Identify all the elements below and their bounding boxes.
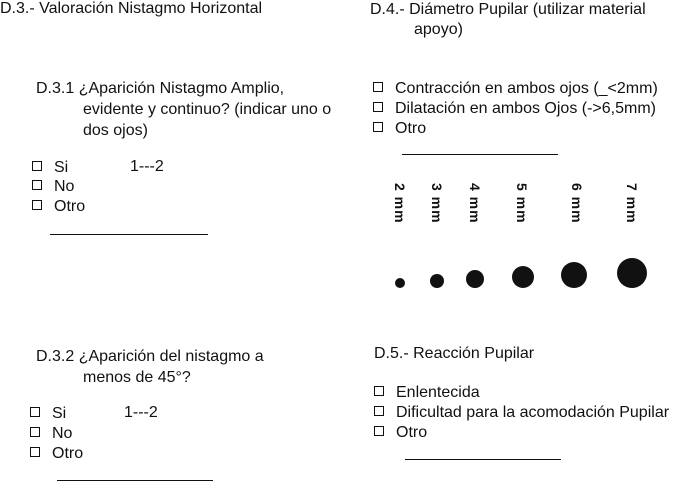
section-d4-heading-line2: apoyo) <box>414 21 463 38</box>
checkbox-icon[interactable] <box>32 200 42 210</box>
question-d31-line2: evidente y continuo? (indicar uno o <box>83 101 332 118</box>
checkbox-icon[interactable] <box>374 406 384 416</box>
section-d4-heading-line1: D.4.- Diámetro Pupilar (utilizar material <box>370 1 646 18</box>
checkbox-icon[interactable] <box>374 426 384 436</box>
option-d32-si[interactable]: Si <box>30 404 66 424</box>
pupil-dot-2mm <box>395 278 405 288</box>
d31-otro-answer-line[interactable] <box>50 234 208 235</box>
checkbox-icon[interactable] <box>373 122 383 132</box>
checkbox-icon[interactable] <box>30 427 40 437</box>
option-d32-no[interactable]: No <box>30 424 72 444</box>
checkbox-icon[interactable] <box>32 180 42 190</box>
pupil-size-label-7mm: 7 mm <box>624 183 640 224</box>
option-d5-otro[interactable]: Otro <box>374 423 427 443</box>
option-d4-contraccion[interactable]: Contracción en ambos ojos (_<2mm) <box>373 79 658 99</box>
checkbox-icon[interactable] <box>374 386 384 396</box>
pupil-dot-7mm <box>617 258 647 288</box>
eye-note-d32: 1---2 <box>124 404 158 421</box>
option-d31-si[interactable]: Si <box>32 158 68 178</box>
question-d31-line1: D.3.1 ¿Aparición Nistagmo Amplio, <box>36 80 285 97</box>
pupil-size-label-6mm: 6 mm <box>569 183 585 224</box>
checkbox-icon[interactable] <box>373 82 383 92</box>
question-d31-line3: dos ojos) <box>83 122 148 139</box>
d32-otro-answer-line[interactable] <box>57 480 213 481</box>
d4-otro-answer-line[interactable] <box>402 154 558 155</box>
checkbox-icon[interactable] <box>30 447 40 457</box>
option-d32-otro[interactable]: Otro <box>30 444 83 464</box>
section-d5-heading: D.5.- Reacción Pupilar <box>374 345 535 362</box>
checkbox-icon[interactable] <box>30 407 40 417</box>
eye-note-d31: 1---2 <box>130 158 164 175</box>
d5-otro-answer-line[interactable] <box>405 459 561 460</box>
pupil-dot-4mm <box>466 270 484 288</box>
checkbox-icon[interactable] <box>32 161 42 171</box>
pupil-size-label-3mm: 3 mm <box>429 183 445 224</box>
option-d5-enlentecida[interactable]: Enlentecida <box>374 383 480 403</box>
pupil-dot-5mm <box>512 266 534 288</box>
pupil-size-label-5mm: 5 mm <box>514 183 530 224</box>
question-d32-line1: D.3.2 ¿Aparición del nistagmo a <box>36 348 264 365</box>
question-d32-line2: menos de 45°? <box>83 369 191 386</box>
option-d31-no[interactable]: No <box>32 177 74 197</box>
pupil-size-label-2mm: 2 mm <box>392 183 408 224</box>
pupil-size-label-4mm: 4 mm <box>467 183 483 224</box>
checkbox-icon[interactable] <box>373 102 383 112</box>
section-d3-heading: D.3.- Valoración Nistagmo Horizontal <box>0 0 263 17</box>
pupil-dot-3mm <box>430 274 444 288</box>
option-d4-dilatacion[interactable]: Dilatación en ambos Ojos (->6,5mm) <box>373 99 656 119</box>
option-d4-otro[interactable]: Otro <box>373 119 426 139</box>
option-d31-otro[interactable]: Otro <box>32 197 85 217</box>
option-d5-dificultad[interactable]: Dificultad para la acomodación Pupilar <box>374 403 669 423</box>
pupil-dot-6mm <box>561 262 587 288</box>
